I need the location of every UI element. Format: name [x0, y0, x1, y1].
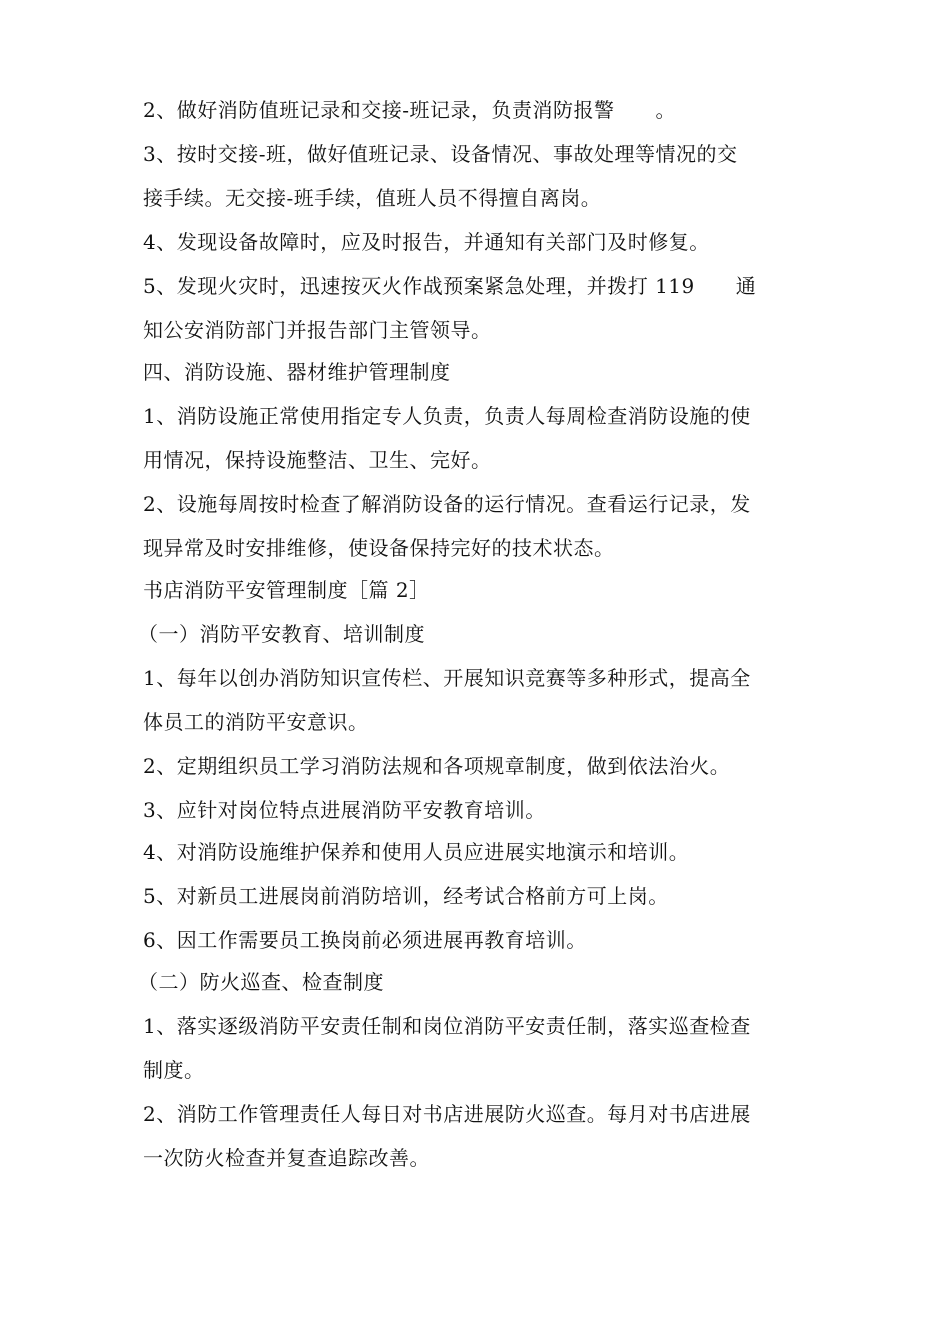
text-line: 知公安消防部门并报告部门主管领导。	[143, 318, 492, 342]
text-line: 制度。	[143, 1058, 205, 1082]
text-line: 4、对消防设施维护保养和使用人员应进展实地演示和培训。	[143, 840, 690, 864]
text-line: 接手续。无交接-班手续，值班人员不得擅自离岗。	[143, 186, 602, 210]
text-line: 2、设施每周按时检查了解消防设备的运行情况。查看运行记录，发	[143, 492, 751, 516]
text-line: 3、应针对岗位特点进展消防平安教育培训。	[143, 798, 546, 822]
text-line: 2、消防工作管理责任人每日对书店进展防火巡查。每月对书店进展	[143, 1102, 751, 1126]
text-line: 用情况，保持设施整洁、卫生、完好。	[143, 448, 492, 472]
text-line: 5、对新员工进展岗前消防培训，经考试合格前方可上岗。	[143, 884, 669, 908]
text-line: 现异常及时安排维修，使设备保持完好的技术状态。	[143, 536, 615, 560]
text-line: 4、发现设备故障时，应及时报告，并通知有关部门及时修复。	[143, 230, 710, 254]
text-line: 1、落实逐级消防平安责任制和岗位消防平安责任制，落实巡查检查	[143, 1014, 751, 1038]
chapter-title: 书店消防平安管理制度［篇 2］	[143, 578, 430, 602]
subsection-heading: （二）防火巡查、检查制度	[138, 970, 384, 994]
section-heading: 四、消防设施、器材维护管理制度	[143, 360, 451, 384]
text-line: 1、消防设施正常使用指定专人负责，负责人每周检查消防设施的使	[143, 404, 751, 428]
text-line: 1、每年以创办消防知识宣传栏、开展知识竞赛等多种形式，提高全	[143, 666, 751, 690]
text-line: 5、发现火灾时，迅速按灭火作战预案紧急处理，并拨打 119 通	[143, 274, 757, 298]
text-line: 2、做好消防值班记录和交接-班记录，负责消防报警 。	[143, 98, 676, 122]
text-line: 3、按时交接-班，做好值班记录、设备情况、事故处理等情况的交	[143, 142, 738, 166]
text-line: 2、定期组织员工学习消防法规和各项规章制度，做到依法治火。	[143, 754, 731, 778]
text-line: 6、因工作需要员工换岗前必须进展再教育培训。	[143, 928, 587, 952]
text-line: 一次防火检查并复查追踪改善。	[143, 1146, 430, 1170]
subsection-heading: （一）消防平安教育、培训制度	[138, 622, 425, 646]
text-line: 体员工的消防平安意识。	[143, 710, 369, 734]
